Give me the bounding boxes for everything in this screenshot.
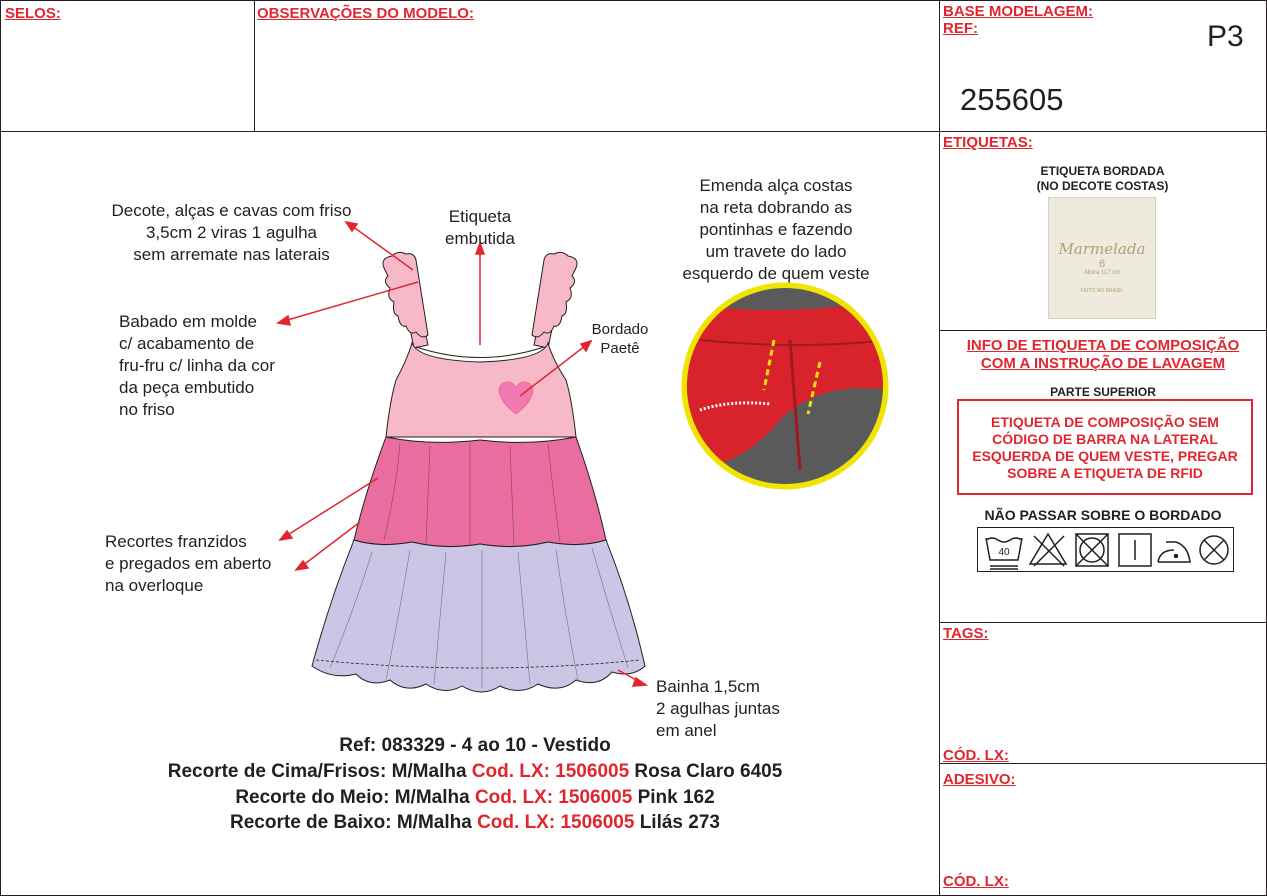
adesivo-cod-label: CÓD. LX: [943, 873, 1009, 890]
tags-cod-label: CÓD. LX: [943, 747, 1009, 764]
note-bordado: Bordado Paetê [591, 321, 649, 357]
care-symbols [977, 527, 1234, 572]
tier-middle [354, 437, 606, 547]
note-bainha: Bainha 1,5cm 2 agulhas juntas em anel [656, 677, 780, 740]
no-bleach-icon [1030, 534, 1066, 566]
tags-box [939, 622, 1267, 764]
parte-superior: PARTE SUPERIOR [1050, 385, 1156, 399]
tier-bottom [312, 540, 645, 692]
note-decote: Decote, alças e cavas com friso 3,5cm 2 viras 1 agulha sem arremate nas laterais [111, 201, 352, 264]
brand-name: Marmelada [1058, 240, 1146, 258]
spec-row-1: Recorte de Cima/Frisos: M/Malha Cod. LX: 1506005 Rosa Claro 6405 [167, 761, 783, 782]
etiqueta-bordada-title: ETIQUETA BORDADA (NO DECOTE COSTAS) [1036, 164, 1169, 193]
spec-title: Ref: 083329 - 4 ao 10 - Vestido [339, 735, 611, 756]
composicao-label: INFO DE ETIQUETA DE COMPOSIÇÃO COM A INSTRUÇÃO DE LAVAGEM [966, 337, 1240, 372]
size-label: P3 [1207, 20, 1244, 53]
brand-size: 6 [1098, 258, 1106, 270]
iron-low-icon [1158, 542, 1190, 562]
no-dry-clean-icon [1200, 536, 1228, 564]
brand-label-image [1048, 197, 1156, 319]
wash-temp: 40 [998, 547, 1010, 558]
brand-origin: FEITO NO BRASIL [1080, 288, 1124, 294]
line-dry-icon [1119, 534, 1151, 566]
ref-number: 255605 [960, 82, 1064, 117]
instrucao-box: ETIQUETA DE COMPOSIÇÃO SEM CÓDIGO DE BARRA NA LATERAL ESQUERDA DE QUEM VESTE, PREGAR SOBRE A ETIQUETA DE RFID [957, 399, 1253, 495]
spec-row-2: Recorte do Meio: M/Malha Cod. LX: 1506005 Pink 162 [235, 787, 715, 808]
brand-small: Altura 117 cm [1083, 270, 1121, 276]
no-tumble-dry-icon [1076, 534, 1108, 566]
etiquetas-label: ETIQUETAS: [943, 134, 1033, 151]
selos-label: SELOS: [5, 5, 61, 22]
tags-label: TAGS: [943, 625, 989, 642]
note-emenda: Emenda alça costas na reta dobrando as pontinhas e fazendo um travete do lado esquerdo de quem veste [682, 176, 870, 283]
note-babado: Babado em molde c/ acabamento de fru-fru c/ linha da cor da peça embutido no friso [119, 312, 275, 419]
note-etiqueta: Etiqueta embutida [445, 207, 515, 248]
note-recortes: Recortes franzidos e pregados em aberto na overloque [105, 532, 272, 595]
adesivo-label: ADESIVO: [943, 771, 1016, 788]
base-modelagem-label: BASE MODELAGEM: [943, 3, 1093, 20]
right-ruffle [532, 252, 577, 337]
ref-label: REF: [943, 20, 978, 37]
observacoes-label: OBSERVAÇÕES DO MODELO: [257, 5, 474, 22]
spec-row-3: Recorte de Baixo: M/Malha Cod. LX: 1506005 Lilás 273 [230, 812, 720, 833]
warning-text: NÃO PASSAR SOBRE O BORDADO [984, 507, 1222, 523]
